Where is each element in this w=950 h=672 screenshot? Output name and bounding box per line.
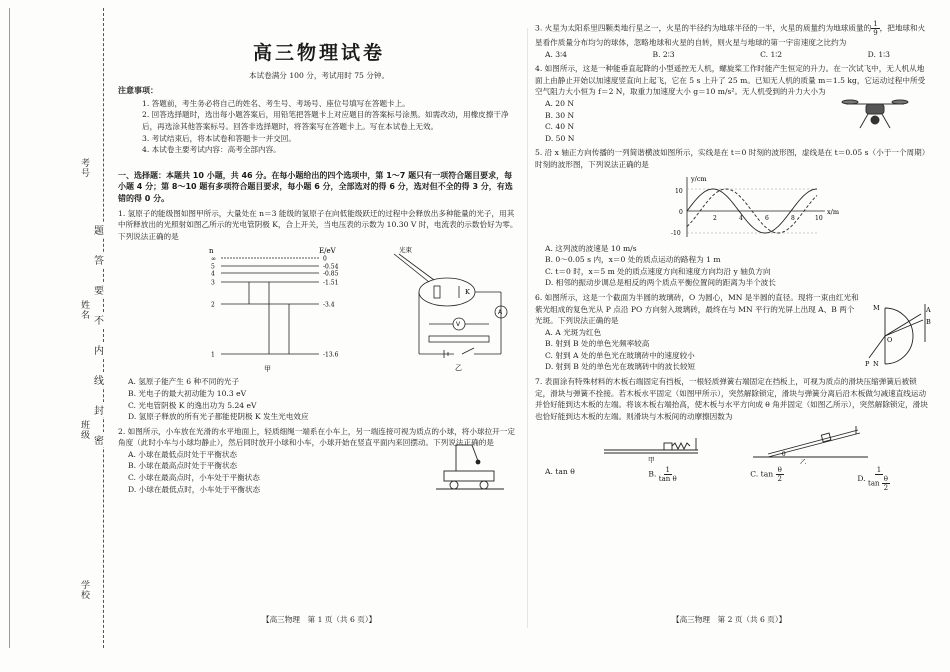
voltmeter-label: V	[456, 321, 461, 329]
seal-char: 要	[92, 282, 106, 297]
question-1-stem: 1. 氢原子的能级图如图甲所示，大量处在 n＝3 能级的氢原子在向低能级跃迁的过程中会释放出多种能量的光子，用其中所释放出的光照射如图乙所示的光电管阴极 K，合上开关，当电压表的示数为 10.30 V 时，电流表的示数恰好为零。下列说法正确的是	[118, 208, 518, 241]
drone-icon	[840, 94, 910, 140]
seal-char: 密	[92, 432, 106, 447]
question-5-option: B. 0～0.05 s 内，x＝0 处的质点运动的路程为 1 m	[545, 255, 721, 265]
column-divider	[527, 28, 528, 628]
axis-n-label: n	[209, 247, 214, 256]
cart-wheel	[480, 481, 488, 489]
seal-line	[103, 8, 104, 648]
question-7-option: A. tan θ	[545, 467, 575, 477]
question-4-option: D. 50 N	[545, 133, 575, 143]
label-o: O	[887, 335, 893, 344]
left-column	[118, 20, 520, 495]
level-energy-label: 0	[323, 255, 327, 263]
question-4-option: C. 40 N	[545, 122, 575, 132]
question-1-option: B. 光电子的最大初动能为 10.3 eV	[128, 388, 247, 398]
fraction-denominator: 9	[873, 29, 878, 37]
question-3-options	[535, 49, 930, 61]
question-3-stem-b: ，把地球和火星看作质量分布均匀的球体，忽略地球和火星的自转，则火星与地球的第一宇宙速度之比约为	[535, 23, 926, 47]
label-exam-number: 考号	[79, 158, 89, 178]
question-6-stem: 6. 如图所示，这是一个截面为半圆的玻璃砖，O 为圆心，MN 是半圆的直径。现将一束由红光和紫光组成的复色光从 P 点沿 PO 方向射入玻璃砖，最终在与 MN 平行的光屏上出现 A、B 两个光斑。下列说法正确的是	[535, 292, 859, 326]
question-2-option: B. 小球在最高点时处于平衡状态	[128, 461, 238, 471]
level-n-label: 2	[211, 301, 215, 309]
question-3-option: A. 3∶4	[545, 49, 567, 59]
incident-ray	[869, 336, 885, 358]
ammeter-label: A	[498, 309, 503, 317]
question-3-stem-a: 3. 火星为太阳系里四颗类地行星之一，火星的半径约为地球半径的一半，火星的质量约为地球质量的	[535, 23, 872, 33]
page-title: 高三物理试卷	[252, 42, 385, 64]
question-5-option: D. 相邻的振动步调总是相反的两个质点平衡位置间的距离为半个波长	[545, 278, 776, 288]
question-7-figure	[538, 424, 928, 464]
seal-char: 不	[92, 312, 106, 327]
label-a: A	[926, 305, 931, 314]
question-2-option: D. 小球在最低点时，小车处于平衡状态	[128, 484, 261, 494]
theta-label: θ	[781, 451, 786, 459]
switch	[462, 348, 474, 354]
question-3-option: D. 1∶3	[867, 49, 890, 59]
level-n-label: ∞	[211, 255, 216, 263]
block	[664, 443, 672, 450]
question-2-option: C. 小球在最高点时，小车处于平衡状态	[128, 473, 260, 483]
question-4-option: B. 30 N	[545, 110, 575, 120]
wave-y-tick: -10	[671, 229, 681, 237]
cart-pendulum-figure	[436, 441, 506, 493]
level-energy-label: -3.4	[323, 301, 335, 309]
question-2-stem: 2. 如图所示，小车放在光滑的水平地面上，轻质细绳一端系在小车上，另一端连接可视为质点的小球，将小球拉开一定角度（此时小车与小球均静止），然后同时放开小球和小车，小球开始在竖直平面内来回摆动。下列说法正确的是	[118, 426, 515, 448]
notice-item: 2. 回答选择题时，选出每小题答案后，用铅笔把答题卡上对应题目的答案标号涂黑。如需改动，用橡皮擦干净后，再选涂其他答案标号。回答非选择题时，将答案写在答题卡上。写在本试卷上无效。	[142, 110, 509, 131]
question-3-stem	[535, 20, 930, 49]
wave-y-label: y/cm	[691, 174, 707, 183]
question-6-option: D. 射到 B 处的单色光在玻璃砖中的波长较短	[545, 362, 696, 372]
question-1-option: C. 光电管阴极 K 的逸出功为 5.24 eV	[128, 400, 257, 410]
seal-char: 题	[92, 222, 106, 237]
wave-y-tick: 0	[679, 208, 683, 216]
seal-char: 封	[92, 402, 106, 417]
figure-b-label: 乙	[799, 458, 806, 465]
question-1-option: A. 氢原子能产生 6 种不同的光子	[128, 377, 240, 387]
label-class: 班级	[79, 420, 89, 440]
energy-level-diagram	[209, 247, 339, 373]
figure-a-label: 甲	[264, 365, 271, 374]
question-3-option: C. 1∶2	[760, 49, 783, 59]
wave-x-label: x/m	[827, 207, 840, 216]
level-energy-label: -0.54	[323, 263, 339, 271]
light-label: 光束	[399, 246, 412, 255]
outer-margin-line	[9, 8, 10, 648]
refracted-ray-b	[885, 320, 923, 336]
figure-a-label: 甲	[647, 456, 654, 465]
fraction	[871, 20, 879, 37]
question-1-figure	[129, 244, 509, 374]
fraction-numerator: 1	[873, 20, 878, 28]
rheostat	[429, 336, 489, 342]
level-n-label: 4	[211, 270, 215, 278]
page-footer-left: 【高三物理 第 1 页（共 6 页）】	[262, 615, 377, 624]
level-energy-label: -1.51	[323, 279, 339, 287]
level-n-label: 5	[211, 263, 215, 271]
question-3-option: B. 2∶3	[652, 49, 675, 59]
binding-strip	[0, 0, 112, 672]
level-n-label: 1	[211, 351, 215, 359]
cathode-k	[434, 286, 440, 298]
pendulum-string	[472, 445, 478, 461]
question-5-stem: 5. 沿 x 轴正方向传播的一列简谐横波如图所示，实线是在 t＝0 时刻的波形图，虚线是在 t＝0.05 s（小于一个周期）时刻的波形图，下列说法正确的是	[535, 148, 930, 169]
spring	[672, 443, 690, 449]
wave-y-tick: 10	[675, 187, 683, 195]
wave-x-tick: 8	[791, 214, 795, 222]
question-6-option: C. 射到 A 处的单色光在玻璃砖中的速度较小	[545, 350, 695, 360]
cart-body	[444, 471, 494, 481]
wave-x-tick: 2	[713, 214, 717, 222]
question-5-option: A. 这列波的波速是 10 m/s	[545, 243, 637, 253]
level-energy-label: -13.6	[323, 351, 339, 359]
figure-b-label: 乙	[455, 364, 462, 373]
seal-char: 答	[92, 252, 106, 267]
label-m: M	[873, 303, 880, 312]
section-heading: 一、选择题：本题共 10 小题，共 46 分。在每小题给出的四个选项中，第 1～7 题只有一项符合题目要求，每小题 4 分；第 8～10 题有多项符合题目要求，每小题 6 分，全部选对的得 6 分，选对但不全的得 3 分，有选错的得 0 分。	[118, 170, 513, 203]
refracted-ray-a	[885, 314, 921, 336]
wave-graph	[645, 173, 845, 241]
question-5-option: C. t＝0 时，x＝5 m 处的质点速度方向和速度方向均沿 y 轴负方向	[545, 266, 771, 276]
exam-info: 本试卷满分 100 分，考试用时 75 分钟。	[248, 70, 390, 80]
pendulum-ball	[476, 459, 481, 464]
semicircle-glass-figure	[865, 302, 931, 368]
question-4-stem: 4. 如图所示，这是一种能垂直起降的小型遥控无人机，螺旋桨工作时能产生恒定的升力。在一次试飞中，无人机从地面上由静止开始以加速度竖直向上起飞，它在 5 s 上升了 25 m。已知无人机的质量 m＝1.5 kg，它运动过程中所受空气阻力大小恒为 f＝2 N，取重力加速度大小 g＝10 m/s²。无人机受到的升力大小为	[535, 64, 926, 97]
label-school: 学校	[79, 580, 89, 600]
label-b: B	[926, 317, 931, 326]
notice-item: 1. 答题前，考生务必将自己的姓名、考生号、考场号、座位号填写在答题卡上。	[142, 98, 410, 108]
wave-x-tick: 6	[765, 214, 769, 222]
label-name: 姓名	[79, 300, 89, 320]
seal-char: 内	[92, 342, 106, 357]
wave-x-tick: 10	[815, 214, 823, 222]
light-beam	[394, 254, 429, 282]
page-footer-right: 【高三物理 第 2 页（共 6 页）】	[672, 615, 787, 624]
question-7-option: D. 1 tan $\frac{\theta}{2}$	[857, 466, 889, 493]
notice-item: 4. 本试卷主要考试内容：高考全部内容。	[142, 145, 281, 155]
notice-item: 3. 考试结束后，将本试卷和答题卡一并交回。	[142, 133, 296, 143]
level-energy-label: -0.85	[323, 270, 339, 278]
k-label: K	[465, 288, 470, 297]
question-7-stem: 7. 表面涂有特殊材料的木板右端固定有挡板，一根轻质弹簧右端固定在挡板上，可视为质点的滑块压缩弹簧后被锁定，滑块与弹簧不拴接。若木板水平固定（如图甲所示），突然解除锁定，滑块与弹簧分离后沿木板做匀减速直线运动并恰好能到达木板的左端。将该木板右端抬高，使木板与水平方向成 θ 角并固定（如图乙所示），突然解除锁定，滑块也恰好能到达木板的左端。则滑块与木板间的动摩擦因数为	[535, 377, 928, 421]
level-n-label: 3	[211, 279, 215, 287]
question-1-option: D. 氢原子释放的所有光子都能使阴极 K 发生光电效应	[128, 412, 309, 422]
question-6-option: A. A 光斑为红色	[545, 327, 602, 337]
question-7-option: B. $\frac{1}{\text{tan θ}}$	[648, 466, 677, 484]
label-p: P	[865, 359, 870, 368]
question-6-option: B. 射到 B 处的单色光频率较高	[545, 339, 650, 349]
seal-char: 线	[92, 372, 106, 387]
question-2-option: A. 小球在最低点时处于平衡状态	[128, 449, 238, 459]
photoelectric-circuit	[394, 254, 507, 358]
notice-heading: 注意事项：	[118, 86, 158, 96]
question-7-options	[535, 466, 930, 492]
right-column	[535, 20, 930, 492]
cart-wheel	[450, 481, 458, 489]
axis-e-label: E/eV	[319, 247, 336, 256]
label-n: N	[873, 359, 879, 368]
wave-x-tick: 4	[739, 214, 743, 222]
question-4-option: A. 20 N	[545, 98, 575, 108]
question-7-option: C. tan $\frac{\theta}{2}$	[750, 466, 782, 484]
